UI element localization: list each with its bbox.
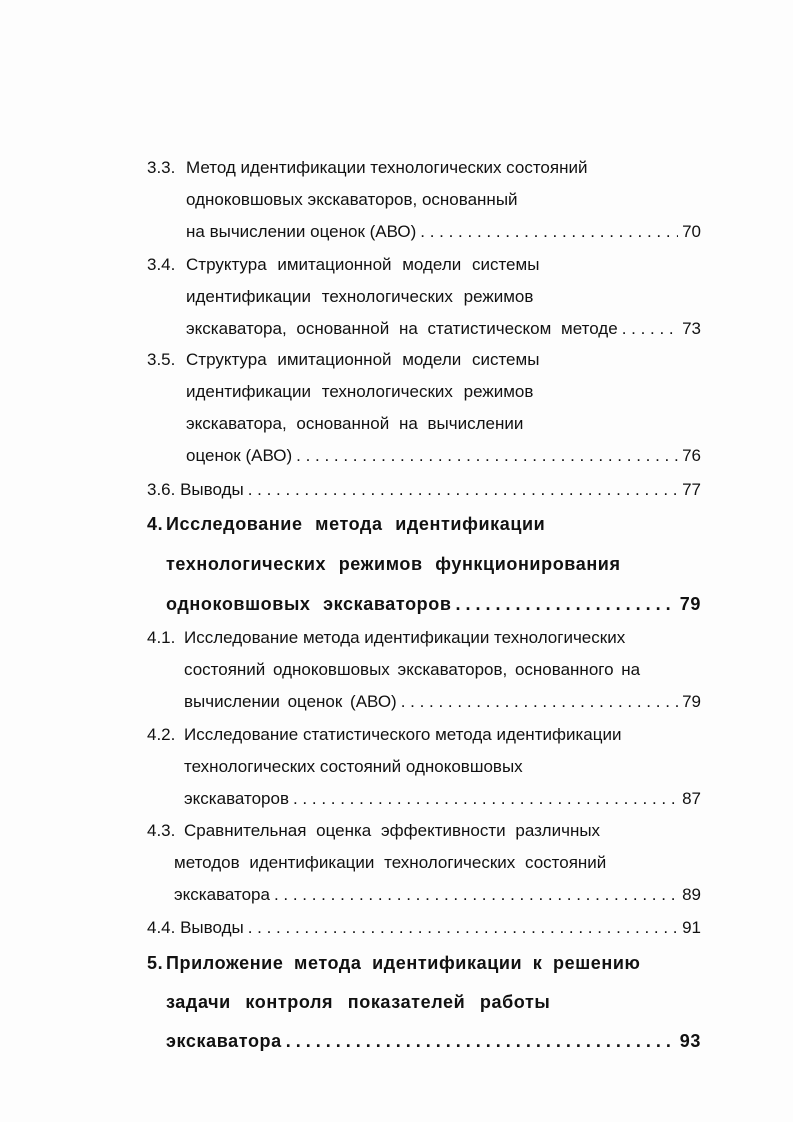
toc-entry-4-1 (0, 624, 793, 652)
page-number: 73 (682, 319, 701, 338)
section-title-line: технологических режимов функционирования (166, 554, 621, 574)
page-number: 91 (682, 918, 701, 937)
section-title-line: Метод идентификации технологических состояний (186, 158, 588, 177)
section-title-line: экскаватора (166, 1031, 282, 1051)
section-title-line: экскаватора, основанной на вычислении (186, 414, 524, 433)
section-title-line: задачи контроля показателей работы (166, 992, 551, 1012)
section-number: 4.4. (147, 918, 176, 937)
toc-entry-4 (0, 510, 793, 538)
section-title-line: методов идентификации технологических состояний (174, 853, 607, 872)
page-number: 87 (682, 789, 701, 808)
section-number: 3.4. (147, 255, 176, 274)
toc-entry-3-4 (0, 251, 793, 279)
toc-entry-3-6 (147, 476, 701, 504)
section-title-line: на вычислении оценок (АВО) (186, 222, 417, 241)
toc-entry-5 (0, 949, 793, 977)
page-number: 89 (682, 885, 701, 904)
dot-leader (296, 442, 678, 470)
section-title-line: экскаваторов (184, 789, 289, 808)
section-title-line: Исследование метода идентификации технологических (184, 628, 626, 647)
toc-entry-5-cont (0, 988, 793, 1016)
section-title-line: экскаватора, основанной на статистическом методе (186, 319, 618, 338)
section-title-line: идентификации технологических режимов (186, 287, 534, 306)
toc-entry-4-1-leader (184, 688, 701, 716)
section-number: 4.3. (147, 821, 176, 840)
section-number: 3.6. (147, 480, 176, 499)
section-title-line: Структура имитационной модели системы (186, 350, 540, 369)
dot-leader (293, 785, 678, 813)
section-number: 3.3. (147, 158, 176, 177)
toc-entry-3-3 (0, 154, 793, 182)
section-title-line: одноковшовых экскаваторов (166, 594, 452, 614)
toc-entry-3-5-leader (186, 442, 701, 470)
toc-entry-3-5 (0, 346, 793, 374)
dot-leader (286, 1027, 676, 1055)
toc-entry-4-2 (0, 721, 793, 749)
page-number: 93 (679, 1031, 701, 1051)
page-number: 77 (682, 480, 701, 499)
section-title-line: вычислении оценок (АВО) (184, 692, 397, 711)
dot-leader (401, 688, 678, 716)
section-title-line: оценок (АВО) (186, 446, 293, 465)
dot-leader (420, 218, 678, 246)
page-number: 76 (682, 446, 701, 465)
dot-leader (622, 315, 678, 343)
dot-leader (248, 476, 678, 504)
toc-entry-4-4 (147, 914, 701, 942)
dot-leader (274, 881, 678, 909)
section-title-line: Выводы (180, 918, 244, 937)
toc-entry-4-3 (0, 817, 793, 845)
section-title-line: Сравнительная оценка эффективности различных (184, 821, 601, 840)
toc-entry-3-3-leader (186, 218, 701, 246)
toc-entry-3-5-cont2 (0, 410, 793, 438)
section-title-line: идентификации технологических режимов (186, 382, 534, 401)
section-title-line: экскаватора (174, 885, 270, 904)
section-number: 4.2. (147, 725, 176, 744)
section-heading (147, 476, 244, 504)
toc-entry-4-2-cont (0, 753, 793, 781)
section-title-line: одноковшовых экскаваторов, основанный (186, 190, 518, 209)
dot-leader (456, 590, 676, 618)
section-title-line: Структура имитационной модели системы (186, 255, 540, 274)
section-title-line: состояний одноковшовых экскаваторов, основанного на (184, 660, 641, 679)
toc-entry-3-5-cont (0, 378, 793, 406)
section-title-line: Выводы (180, 480, 244, 499)
toc-entry-3-3-cont (0, 186, 793, 214)
toc-entry-4-leader (166, 590, 701, 618)
dot-leader (248, 914, 678, 942)
section-number: 4.1. (147, 628, 176, 647)
section-title-line: Приложение метода идентификации к решению (166, 953, 641, 973)
page-number: 79 (682, 692, 701, 711)
section-number: 4. (147, 514, 164, 534)
toc-entry-3-4-cont (0, 283, 793, 311)
page-number: 79 (679, 594, 701, 614)
toc-entry-4-3-cont (0, 849, 793, 877)
toc-entry-4-1-cont (0, 656, 793, 684)
section-number: 5. (147, 953, 164, 973)
toc-entry-5-leader (166, 1027, 701, 1055)
toc-entry-4-3-leader (174, 881, 701, 909)
toc-entry-3-4-leader (186, 315, 701, 343)
section-title-line: технологических состояний одноковшовых (184, 757, 523, 776)
toc-entry-4-2-leader (184, 785, 701, 813)
section-title-line: Исследование метода идентификации (166, 514, 546, 534)
section-title-line: Исследование статистического метода идентификации (184, 725, 622, 744)
toc-entry-4-cont (0, 550, 793, 578)
page-number: 70 (682, 222, 701, 241)
section-heading (147, 914, 244, 942)
section-number: 3.5. (147, 350, 176, 369)
